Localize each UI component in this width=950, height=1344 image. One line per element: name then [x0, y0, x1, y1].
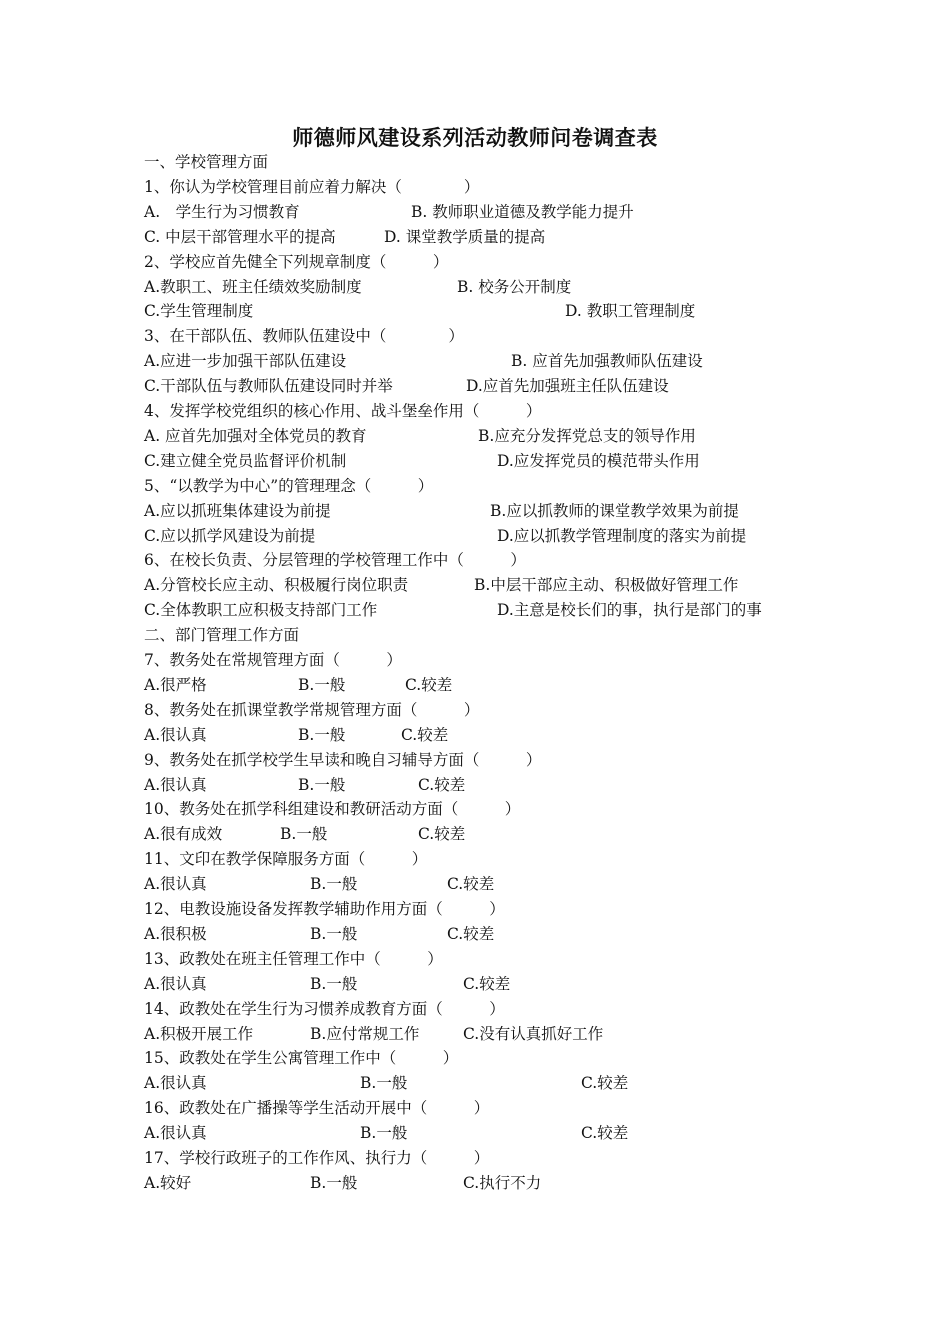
option-text: B.中层干部应主动、积极做好管理工作 [474, 576, 739, 595]
option-text: A.教职工、班主任绩效奖励制度 [144, 277, 362, 296]
option-text: A.很认真 [144, 1074, 207, 1093]
text-line [0, 275, 950, 300]
option-text: A.很认真 [144, 875, 207, 894]
text-line [0, 972, 950, 997]
line-text: 4、发挥学校党组织的核心作用、战斗堡垒作用（ ） [144, 402, 542, 420]
text-line [0, 175, 950, 200]
option-text: C.较差 [418, 775, 466, 794]
text-line [0, 449, 950, 474]
line-text: 8、教务处在抓课堂教学常规管理方面（ ） [144, 700, 480, 719]
text-line [0, 773, 950, 798]
text-line [0, 897, 950, 922]
option-text: C.应以抓学风建设为前提 [144, 526, 316, 545]
option-text: A.很严格 [144, 675, 207, 694]
option-text: C.较差 [581, 1124, 629, 1143]
option-text: B.一般 [310, 974, 358, 993]
text-line [0, 648, 950, 673]
line-text: 13、政教处在班主任管理工作中（ ） [144, 949, 443, 968]
text-line [0, 872, 950, 897]
option-text: B.一般 [360, 1074, 408, 1093]
line-text: 17、学校行政班子的工作作风、执行力（ ） [144, 1149, 490, 1167]
option-text: B.一般 [280, 825, 328, 844]
line-text: 16、政教处在广播操等学生活动开展中（ ） [144, 1099, 490, 1118]
option-text: A.很有成效 [144, 825, 223, 844]
option-text: D.应首先加强班主任队伍建设 [466, 377, 669, 396]
option-text: B.一般 [360, 1124, 408, 1143]
option-text: C.较差 [447, 875, 495, 894]
option-text: B.应充分发挥党总支的领导作用 [478, 426, 696, 445]
option-text: B.一般 [298, 775, 346, 794]
option-text: C.学生管理制度 [144, 302, 254, 321]
text-line [0, 797, 950, 822]
option-text: C.没有认真抓好工作 [463, 1024, 604, 1043]
text-line [0, 698, 950, 723]
text-line [0, 150, 950, 175]
option-text: A.分管校长应主动、积极履行岗位职责 [144, 576, 409, 595]
line-text: 1、你认为学校管理目前应着力解决（ ） [144, 177, 480, 196]
option-text: C.较差 [581, 1074, 629, 1093]
option-text: C.执行不力 [463, 1173, 542, 1192]
line-text: 5、“以教学为中心”的管理理念（ ） [144, 476, 434, 495]
line-text: 3、在干部队伍、教师队伍建设中（ ） [144, 327, 464, 346]
option-text: B.一般 [310, 1173, 358, 1192]
text-line [0, 424, 950, 449]
document-title: 师德师风建设系列活动教师问卷调查表 [292, 125, 658, 150]
line-text: 一、学校管理方面 [144, 153, 269, 171]
option-text: C.干部队伍与教师队伍建设同时并举 [144, 377, 393, 396]
line-text: 12、电教设施设备发挥教学辅助作用方面（ ） [144, 900, 505, 918]
text-line [0, 200, 950, 225]
option-text: C.较差 [463, 974, 511, 993]
text-line [0, 598, 950, 623]
option-text: A.很认真 [144, 1124, 207, 1143]
line-text: 15、政教处在学生公寓管理工作中（ ） [144, 1049, 459, 1068]
text-line [0, 997, 950, 1022]
option-text: B. 校务公开制度 [457, 277, 572, 296]
option-text: C.较差 [418, 825, 466, 844]
line-text: 14、政教处在学生行为习惯养成教育方面（ ） [144, 999, 505, 1018]
text-line [0, 822, 950, 847]
line-text: 二、部门管理工作方面 [144, 626, 300, 645]
text-line [0, 474, 950, 499]
line-text: 11、文印在教学保障服务方面（ ） [144, 850, 428, 869]
option-text: A. 学生行为习惯教育 [144, 202, 300, 221]
text-line [0, 524, 950, 549]
text-line [0, 324, 950, 349]
text-line [0, 573, 950, 598]
text-line [0, 374, 950, 399]
option-text: C.较差 [447, 924, 495, 943]
line-text: 10、教务处在抓学科组建设和教研活动方面（ ） [144, 800, 521, 819]
text-line [0, 1171, 950, 1196]
text-line [0, 349, 950, 374]
option-text: C.较差 [405, 675, 453, 694]
text-line [0, 748, 950, 773]
option-text: C. 中层干部管理水平的提高 [144, 227, 336, 246]
option-text: D.主意是校长们的事，执行是部门的事 [497, 601, 762, 620]
option-text: D. 课堂教学质量的提高 [384, 227, 546, 246]
text-line [0, 548, 950, 573]
option-text: B.一般 [310, 875, 358, 894]
option-text: A.积极开展工作 [144, 1024, 254, 1043]
option-text: C.建立健全党员监督评价机制 [144, 451, 347, 470]
text-line [0, 922, 950, 947]
option-text: B.应以抓教师的课堂教学效果为前提 [490, 501, 739, 520]
text-line [0, 250, 950, 275]
option-text: D.应发挥党员的模范带头作用 [497, 451, 700, 470]
option-text: B.一般 [310, 924, 358, 943]
option-text: A.很积极 [144, 924, 207, 943]
text-line [0, 1046, 950, 1071]
line-text: 2、学校应首先健全下列规章制度（ ） [144, 252, 449, 271]
option-text: C.全体教职工应积极支持部门工作 [144, 601, 378, 620]
option-text: C.较差 [401, 725, 449, 744]
option-text: D.应以抓教学管理制度的落实为前提 [497, 526, 747, 545]
option-text: B. 应首先加强教师队伍建设 [511, 352, 703, 371]
line-text: 9、教务处在抓学校学生早读和晚自习辅导方面（ ） [144, 750, 542, 769]
text-line [0, 499, 950, 524]
option-text: A.很认真 [144, 775, 207, 794]
text-line [0, 399, 950, 424]
text-line [0, 623, 950, 648]
text-line [0, 1022, 950, 1047]
option-text: A.应进一步加强干部队伍建设 [144, 352, 347, 371]
text-line [0, 673, 950, 698]
text-line [0, 225, 950, 250]
option-text: B.一般 [298, 675, 346, 694]
option-text: A.较好 [144, 1173, 192, 1192]
text-line [0, 847, 950, 872]
text-line [0, 1096, 950, 1121]
option-text: B.一般 [298, 725, 346, 744]
text-line [0, 1121, 950, 1146]
option-text: A.应以抓班集体建设为前提 [144, 501, 331, 520]
line-text: 7、教务处在常规管理方面（ ） [144, 651, 402, 669]
text-line [0, 299, 950, 324]
option-text: B. 教师职业道德及教学能力提升 [411, 202, 634, 221]
option-text: A. 应首先加强对全体党员的教育 [144, 426, 367, 445]
option-text: A.很认真 [144, 974, 207, 993]
line-text: 6、在校长负责、分层管理的学校管理工作中（ ） [144, 551, 526, 570]
text-line [0, 947, 950, 972]
option-text: B.应付常规工作 [310, 1024, 420, 1043]
text-line [0, 1146, 950, 1171]
text-line [0, 723, 950, 748]
option-text: D. 教职工管理制度 [565, 302, 696, 321]
option-text: A.很认真 [144, 725, 207, 744]
text-line [0, 1071, 950, 1096]
